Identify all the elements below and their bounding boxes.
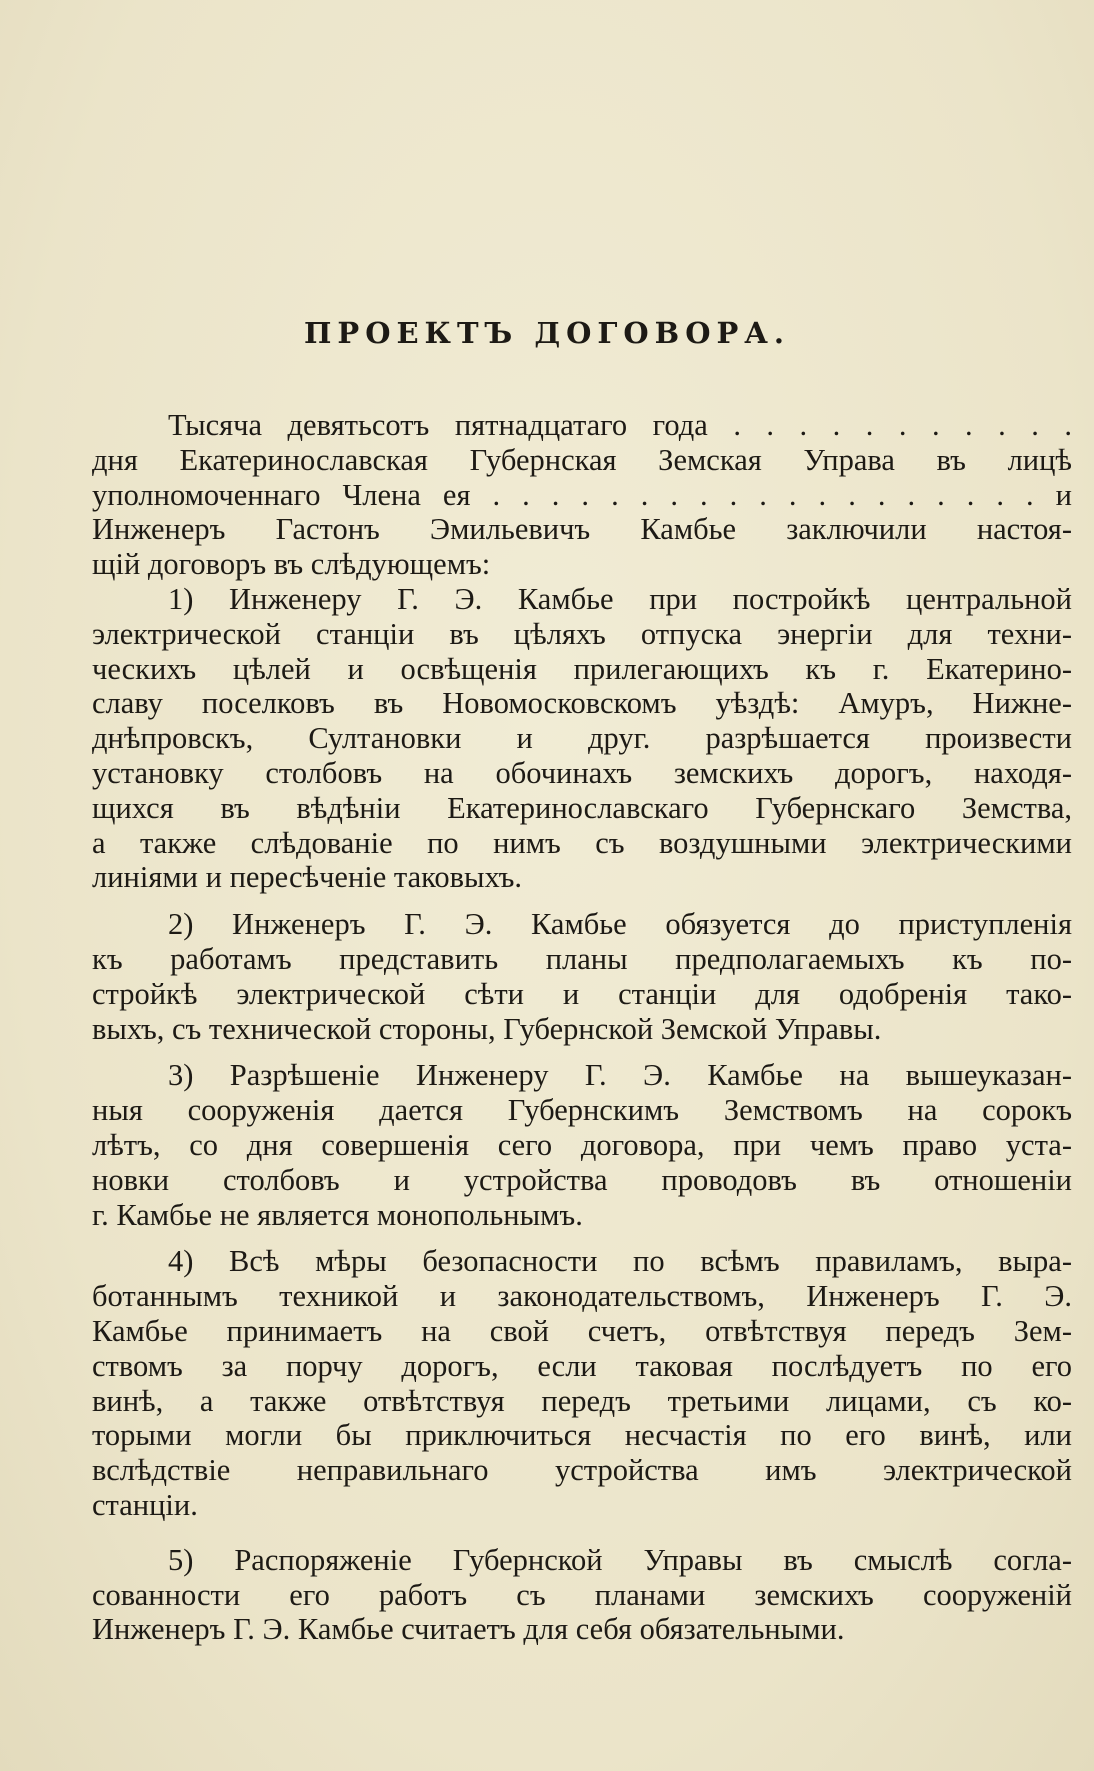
text-line: 4) Всѣ мѣры безопасности по всѣмъ правиламъ, выра- — [168, 1244, 1072, 1279]
text-line: дня Екатеринославская Губернская Земская Управа въ лицѣ — [92, 442, 1072, 477]
text-line: ствомъ за порчу дорогъ, если таковая послѣдуетъ по его — [92, 1348, 1072, 1383]
paragraph-clause-2 — [92, 907, 1072, 1046]
text-line: ныя сооруженія дается Губернскимъ Земствомъ на сорокъ — [92, 1093, 1072, 1128]
text-line: ботаннымъ техникой и законодательствомъ, Инженеръ Г. Э. — [92, 1279, 1072, 1314]
text-line: новки столбовъ и устройства проводовъ въ отношеніи — [92, 1162, 1072, 1197]
paragraph-preamble — [92, 408, 1072, 582]
text-line: лѣтъ, со дня совершенія сего договора, при чемъ право уста- — [92, 1127, 1072, 1162]
text-line: торыми могли бы приключиться несчастія по его винѣ, или — [92, 1418, 1072, 1453]
document-body — [92, 408, 1072, 1647]
text-line: щихся въ вѣдѣніи Екатеринославскаго Губернскаго Земства, — [92, 790, 1072, 825]
text-line: 2) Инженеръ Г. Э. Камбье обязуется до приступленія — [168, 907, 1072, 942]
text-line: г. Камбье не является монопольнымъ. — [92, 1197, 583, 1232]
text-line: а также слѣдованіе по нимъ съ воздушными электрическими — [92, 825, 1072, 860]
document-title: ПРОЕКТЪ ДОГОВОРА. — [304, 316, 790, 350]
text-line: 1) Инженеру Г. Э. Камбье при постройкѣ центральной — [168, 581, 1072, 616]
text-line: вслѣдствіе неправильнаго устройства имъ электрической — [92, 1453, 1072, 1488]
text-line: днѣпровскъ, Султановки и друг. разрѣшается произвести — [92, 721, 1072, 756]
text-line: винѣ, а также отвѣтствуя передъ третьими лицами, съ ко- — [92, 1383, 1072, 1418]
text-line: линіями и пересѣченіе таковыхъ. — [92, 860, 523, 895]
text-line: выхъ, съ технической стороны, Губернской Земской Управы. — [92, 1011, 882, 1046]
text-line: электрической станціи въ цѣляхъ отпуска энергіи для техни- — [92, 616, 1072, 651]
paragraph-clause-4 — [92, 1244, 1072, 1522]
text-line: ческихъ цѣлей и освѣщенія прилегающихъ къ г. Екатерино- — [92, 651, 1072, 686]
text-line: славу поселковъ въ Новомосковскомъ уѣздѣ: Амуръ, Нижне- — [92, 686, 1072, 721]
text-line: Инженеръ Г. Э. Камбье считаетъ для себя обязательными. — [92, 1612, 845, 1647]
text-line: установку столбовъ на обочинахъ земскихъ дорогъ, находя- — [92, 755, 1072, 790]
text-line: Тысяча девятьсотъ пятнадцатаго года . . . . . . . . . . . — [168, 408, 1072, 442]
paragraph-clause-1 — [92, 582, 1072, 895]
text-line: Инженеръ Гастонъ Эмильевичъ Камбье заключили настоя- — [92, 512, 1072, 547]
text-line: стройкѣ электрической сѣти и станціи для одобренія тако- — [92, 976, 1072, 1011]
text-line: уполномоченнаго Члена ея . . . . . . . . . . . . . . . . . . . и — [92, 477, 1072, 512]
paragraph-clause-3 — [92, 1058, 1072, 1232]
text-line: къ работамъ представить планы предполагаемыхъ къ по- — [92, 941, 1072, 976]
text-line: 5) Распоряженіе Губернской Управы въ смыслѣ согла- — [168, 1542, 1072, 1577]
text-line: щій договоръ въ слѣдующемъ: — [92, 547, 491, 582]
text-line: сованности его работъ съ планами земскихъ сооруженій — [92, 1577, 1072, 1612]
paragraph-clause-5 — [92, 1543, 1072, 1647]
text-line: Камбье принимаетъ на свой счетъ, отвѣтствуя передъ Зем- — [92, 1313, 1072, 1348]
text-line: станціи. — [92, 1487, 198, 1522]
text-line: 3) Разрѣшеніе Инженеру Г. Э. Камбье на вышеуказан- — [168, 1058, 1072, 1093]
